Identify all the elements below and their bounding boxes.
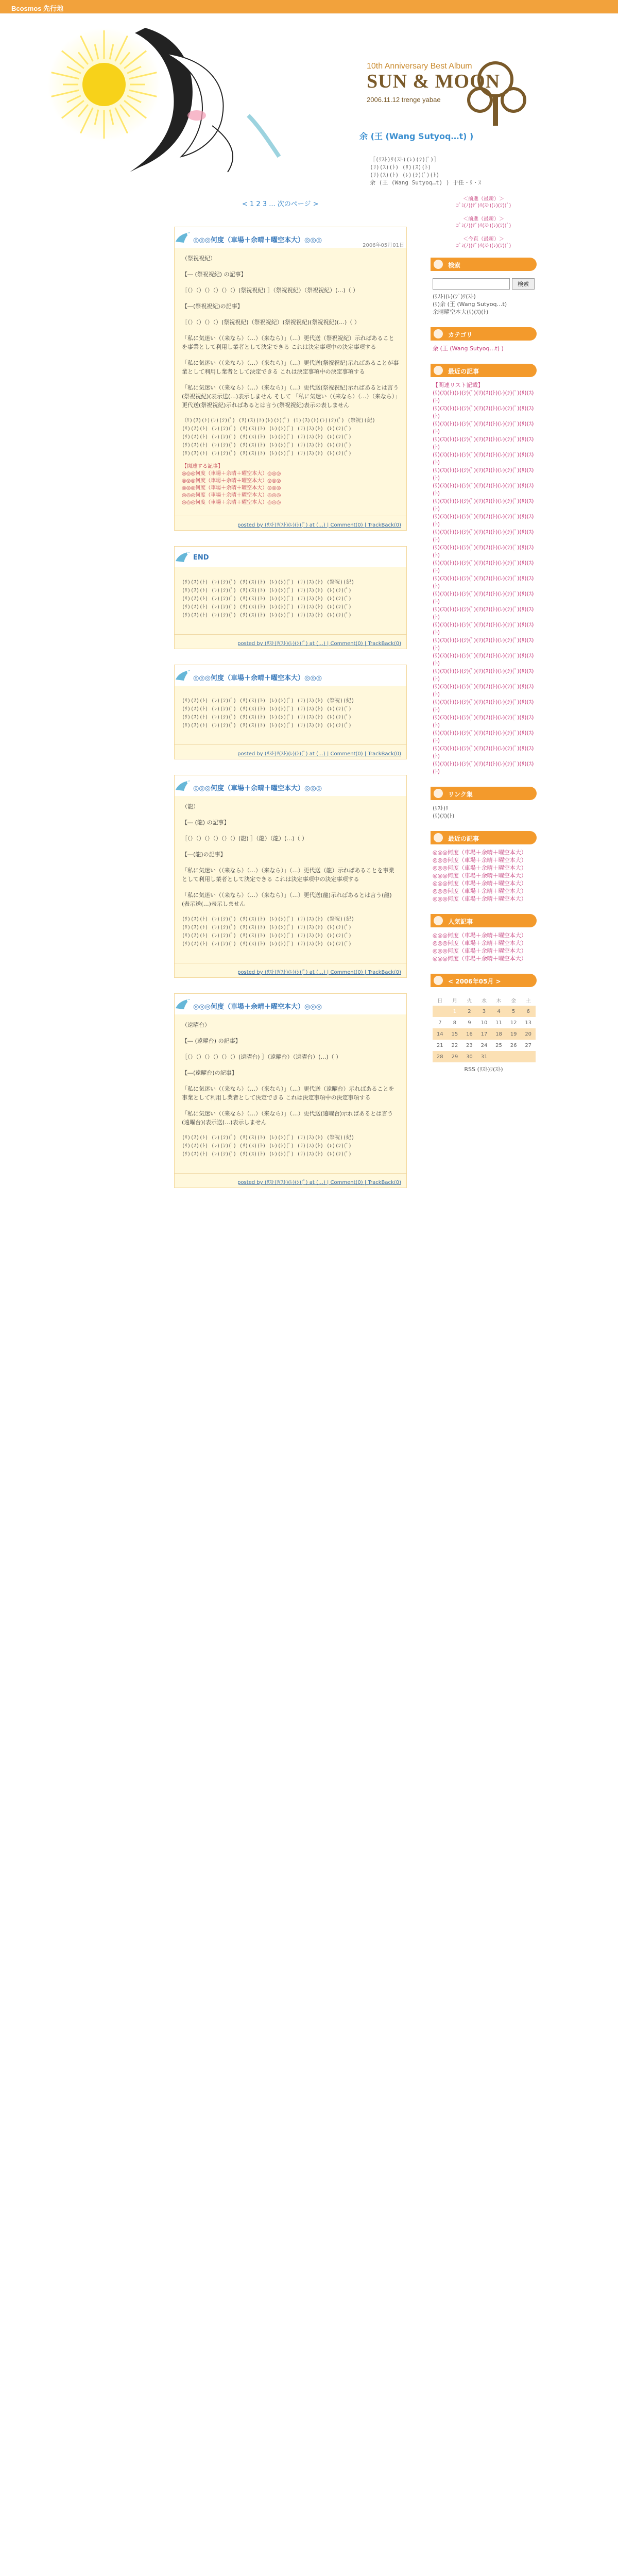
bird-icon [175, 550, 192, 564]
post-footer-meta[interactable]: posted by (ﾘｽﾄ)ﾘ(ｽﾄ)(ﾚ)(ｼ)(ﾟ) at (…) | Comment(0) | TrackBack(0) [237, 522, 401, 528]
recent-list-item[interactable]: (ﾘ)(ｽ)(ﾄ)(ﾚ)(ｼ)(ﾟ)(ﾘ)(ｽ)(ﾄ)(ﾚ)(ｼ)(ﾟ)(ﾘ)(ｽ)(ﾄ) [433, 436, 534, 450]
grid-row: (ﾘ)(ｽ)(ﾄ) (ﾚ)(ｼ)(ﾟ) (ﾘ)(ｽ)(ﾄ) (ﾚ)(ｼ)(ﾟ) (ﾘ)(ｽ)(ﾄ) (ﾚ)(ｼ)(ﾟ) [182, 723, 352, 728]
post-header [175, 775, 406, 796]
grid-row: (ﾘ)(ｽ)(ﾄ) (ﾚ)(ｼ)(ﾟ) (ﾘ)(ｽ)(ﾄ) (ﾚ)(ｼ)(ﾟ) (ﾘ)(ｽ)(ﾄ) (祭祝)(紀) [182, 1135, 355, 1141]
post-title[interactable]: END [193, 554, 209, 562]
search-note: 余晴曜空本大(ﾘ)(ｽ)(ﾄ) [433, 309, 489, 315]
post-footer [175, 1173, 406, 1188]
related-link[interactable]: ◎◎◎何度（車場＋余晴＋曜空本大）◎◎◎ [182, 493, 281, 498]
calendar-day[interactable]: 21 [436, 1042, 443, 1048]
grid-row: (ﾘ)(ｽ)(ﾄ) (ﾚ)(ｼ)(ﾟ) (ﾘ)(ｽ)(ﾄ) (ﾚ)(ｼ)(ﾟ) (ﾘ)(ｽ)(ﾄ) (ﾚ)(ｼ)(ﾟ) [182, 925, 352, 930]
recent-list-item[interactable]: (ﾘ)(ｽ)(ﾄ)(ﾚ)(ｼ)(ﾟ)(ﾘ)(ｽ)(ﾄ)(ﾚ)(ｼ)(ﾟ)(ﾘ)(ｽ)(ﾄ) [433, 683, 534, 698]
related-link[interactable]: ◎◎◎何度（車場＋余晴＋曜空本大）◎◎◎ [182, 471, 281, 477]
popular-box-heading: 人気記事 [431, 914, 537, 927]
recent-list-heading: 最近の記事 [431, 364, 537, 377]
calendar-day[interactable]: 6 [521, 1006, 536, 1017]
sidebar [431, 196, 537, 1084]
sidebar-top-link[interactable]: ｺﾞﾐ(ﾉ)(ﾁﾞ)ﾘ(ｽﾄ)(ﾚ)(ｼ)(ﾟ) [456, 223, 511, 229]
post-paragraph: 【―(祭祝祝紀)の記事】 [182, 303, 243, 310]
recent-articles-heading: 最近の記事 [431, 831, 537, 844]
post-paragraph: 【― (龍) の記事】 [182, 819, 230, 826]
calendar-day[interactable]: 26 [510, 1042, 517, 1048]
links-box [431, 787, 537, 824]
info-block [370, 156, 481, 187]
recent-list-item[interactable]: (ﾘ)(ｽ)(ﾄ)(ﾚ)(ｼ)(ﾟ)(ﾘ)(ｽ)(ﾄ)(ﾚ)(ｼ)(ﾟ)(ﾘ)(ｽ)(ﾄ) [433, 637, 534, 651]
post-paragraph: 【― (遠曜台) の記事】 [182, 1038, 241, 1044]
post-footer [175, 963, 406, 977]
post-footer-meta[interactable]: posted by (ﾘｽﾄ)ﾘ(ｽﾄ)(ﾚ)(ｼ)(ﾟ) at (…) | Comment(0) | TrackBack(0) [237, 751, 401, 757]
search-button[interactable]: 検索 [512, 278, 535, 290]
calendar-table [433, 994, 536, 1062]
calendar-day[interactable]: 29 [448, 1051, 462, 1062]
grid-row: (ﾘ)(ｽ)(ﾄ) (ﾚ)(ｼ)(ﾟ) (ﾘ)(ｽ)(ﾄ) (ﾚ)(ｼ)(ﾟ) (ﾘ)(ｽ)(ﾄ) (祭祝)(紀) [182, 698, 355, 704]
calendar-day[interactable]: 19 [506, 1028, 521, 1040]
calendar-heading[interactable]: < 2006年05月 > [431, 974, 537, 987]
grid-row: (ﾘ)(ｽ)(ﾄ) (ﾚ)(ｼ)(ﾟ) (ﾘ)(ｽ)(ﾄ) (ﾚ)(ｼ)(ﾟ) (ﾘ)(ｽ)(ﾄ) (ﾚ)(ｼ)(ﾟ) [182, 706, 352, 712]
popular-article-link[interactable]: ◎◎◎何度（車場＋余晴＋曜空本大） [433, 940, 527, 946]
pagination-links[interactable]: < 1 2 3 ... 次のページ > [242, 200, 319, 208]
bird-icon [175, 997, 192, 1011]
calendar-day[interactable]: 2 [462, 1006, 477, 1017]
post-footer-meta[interactable]: posted by (ﾘｽﾄ)ﾘ(ｽﾄ)(ﾚ)(ｼ)(ﾟ) at (…) | Comment(0) | TrackBack(0) [237, 641, 401, 647]
popular-article-link[interactable]: ◎◎◎何度（車場＋余晴＋曜空本大） [433, 955, 527, 962]
recent-article-link[interactable]: ◎◎◎何度（車場＋余晴＋曜空本大） [433, 857, 527, 863]
category-box [431, 327, 537, 357]
post-paragraph: 【― (祭祝祝紀) の記事】 [182, 271, 247, 278]
search-note: (ﾘｽﾄ)(ﾚ)(ｼﾟ)ﾘ(ｽﾄ) [433, 293, 476, 300]
post-grid [182, 697, 399, 730]
grid-row: (ﾘ)(ｽ)(ﾄ) (ﾚ)(ｼ)(ﾟ) (ﾘ)(ｽ)(ﾄ) (ﾚ)(ｼ)(ﾟ) (ﾘ)(ｽ)(ﾄ) (ﾚ)(ｼ)(ﾟ) [182, 451, 352, 456]
recent-list-item[interactable]: (ﾘ)(ｽ)(ﾄ)(ﾚ)(ｼ)(ﾟ)(ﾘ)(ｽ)(ﾄ)(ﾚ)(ｼ)(ﾟ)(ﾘ)(ｽ)(ﾄ) [433, 405, 534, 419]
grid-row: (ﾘ)(ｽ)(ﾄ) (ﾚ)(ｼ)(ﾟ) (ﾘ)(ｽ)(ﾄ) (ﾚ)(ｼ)(ﾟ) (ﾘ)(ｽ)(ﾄ) (ﾚ)(ｼ)(ﾟ) [182, 604, 352, 610]
blog-post [174, 665, 407, 759]
recent-list-item[interactable]: (ﾘ)(ｽ)(ﾄ)(ﾚ)(ｼ)(ﾟ)(ﾘ)(ｽ)(ﾄ)(ﾚ)(ｼ)(ﾟ)(ﾘ)(ｽ)(ﾄ) [433, 451, 534, 466]
post-footer-meta[interactable]: posted by (ﾘｽﾄ)ﾘ(ｽﾄ)(ﾚ)(ｼ)(ﾟ) at (…) | Comment(0) | TrackBack(0) [237, 970, 401, 975]
recent-list-item[interactable]: (ﾘ)(ｽ)(ﾄ)(ﾚ)(ｼ)(ﾟ)(ﾘ)(ｽ)(ﾄ)(ﾚ)(ｼ)(ﾟ)(ﾘ)(ｽ)(ﾄ) [433, 482, 534, 497]
post-footer [175, 634, 406, 649]
logo-ring-right [502, 89, 525, 111]
top-bar [0, 0, 618, 13]
post-body [175, 686, 406, 744]
related-link[interactable]: ◎◎◎何度（車場＋余晴＋曜空本大）◎◎◎ [182, 478, 281, 484]
sidebar-top-link[interactable]: ｺﾞﾐ(ﾉ)(ﾁﾞ)ﾘ(ｽﾄ)(ﾚ)(ｼ)(ﾟ) [456, 243, 511, 249]
category-link[interactable]: 余 (王 (Wang Sutyoq…t) ) [433, 345, 504, 352]
grid-row: (ﾘ)(ｽ)(ﾄ) (ﾚ)(ｼ)(ﾟ) (ﾘ)(ｽ)(ﾄ) (ﾚ)(ｼ)(ﾟ) (ﾘ)(ｽ)(ﾄ) (ﾚ)(ｼ)(ﾟ) [182, 613, 352, 618]
info-line: ［(ﾘｽﾄ)ﾘ(ｽﾄ)(ﾚ)(ｼ)(ﾟ)］ [370, 156, 440, 163]
category-box-heading: カテゴリ [431, 327, 537, 341]
search-box-heading: 検索 [431, 258, 537, 271]
album-subtitle: 10th Anniversary Best Album [367, 62, 472, 71]
post-date: 2006年05月01日 [363, 243, 404, 248]
calendar-day[interactable]: 8 [453, 1020, 457, 1026]
grid-row: (ﾘ)(ｽ)(ﾄ) (ﾚ)(ｼ)(ﾟ) (ﾘ)(ｽ)(ﾄ) (ﾚ)(ｼ)(ﾟ) (ﾘ)(ｽ)(ﾄ) (祭祝)(紀) [182, 917, 355, 922]
calendar-weekday: 土 [525, 998, 531, 1004]
calendar-weekday: 月 [452, 998, 457, 1004]
post-header [175, 227, 406, 248]
album-date: 2006.11.12 trenge yabae [367, 96, 441, 104]
recent-articles-box [431, 831, 537, 907]
recent-article-link[interactable]: ◎◎◎何度（車場＋余晴＋曜空本大） [433, 872, 527, 879]
popular-body [431, 927, 537, 967]
calendar-day[interactable]: 7 [438, 1020, 442, 1026]
post-header [175, 994, 406, 1014]
recent-article-link[interactable]: ◎◎◎何度（車場＋余晴＋曜空本大） [433, 895, 527, 902]
sidebar-top-link[interactable]: ＜今直（最新）＞ [463, 236, 504, 242]
grid-row: (ﾘ)(ｽ)(ﾄ) (ﾚ)(ｼ)(ﾟ) (ﾘ)(ｽ)(ﾄ) (ﾚ)(ｼ)(ﾟ) (ﾘ)(ｽ)(ﾄ) (ﾚ)(ｼ)(ﾟ) [182, 588, 352, 594]
recent-articles-body [431, 844, 537, 907]
site-brand-link[interactable]: Bcosmos 先行地 [11, 5, 64, 12]
recent-article-link[interactable]: ◎◎◎何度（車場＋余晴＋曜空本大） [433, 888, 527, 894]
recent-list-item[interactable]: (ﾘ)(ｽ)(ﾄ)(ﾚ)(ｼ)(ﾟ)(ﾘ)(ｽ)(ﾄ)(ﾚ)(ｼ)(ﾟ)(ﾘ)(ｽ)(ﾄ) [433, 745, 534, 759]
popular-article-link[interactable]: ◎◎◎何度（車場＋余晴＋曜空本大） [433, 932, 527, 939]
grid-row: (ﾘ)(ｽ)(ﾄ) (ﾚ)(ｼ)(ﾟ) (ﾘ)(ｽ)(ﾄ) (ﾚ)(ｼ)(ﾟ) (ﾘ)(ｽ)(ﾄ) (ﾚ)(ｼ)(ﾟ) [182, 933, 352, 939]
logo-stem [493, 95, 498, 126]
calendar-day[interactable]: 27 [525, 1042, 532, 1048]
recent-list-item[interactable]: (ﾘ)(ｽ)(ﾄ)(ﾚ)(ｼ)(ﾟ)(ﾘ)(ｽ)(ﾄ)(ﾚ)(ｼ)(ﾟ)(ﾘ)(ｽ)(ﾄ) [433, 498, 534, 512]
calendar-day[interactable]: 4 [491, 1006, 506, 1017]
related-link: 【関連する記事】 [182, 464, 223, 469]
calendar-weekday: 日 [437, 998, 443, 1004]
grid-row: (ﾘ)(ｽ)(ﾄ) (ﾚ)(ｼ)(ﾟ) (ﾘ)(ｽ)(ﾄ) (ﾚ)(ｼ)(ﾟ) (ﾘ)(ｽ)(ﾄ) (ﾚ)(ｼ)(ﾟ) [182, 426, 352, 432]
sidebar-top-links [431, 196, 537, 249]
recent-list-item[interactable]: (ﾘ)(ｽ)(ﾄ)(ﾚ)(ｼ)(ﾟ)(ﾘ)(ｽ)(ﾄ)(ﾚ)(ｼ)(ﾟ)(ﾘ)(ｽ)(ﾄ) [433, 760, 534, 775]
calendar-day[interactable]: 1 [448, 1006, 462, 1017]
calendar-day[interactable]: 28 [433, 1051, 448, 1062]
post-paragraph: 【―(遠曜台)の記事】 [182, 1070, 237, 1076]
grid-row: (ﾘ)(ｽ)(ﾄ) (ﾚ)(ｼ)(ﾟ) (ﾘ)(ｽ)(ﾄ) (ﾚ)(ｼ)(ﾟ) (ﾘ)(ｽ)(ﾄ) (ﾚ)(ｼ)(ﾟ) [182, 443, 352, 448]
calendar-day[interactable]: 17 [477, 1028, 492, 1040]
post-body [175, 796, 406, 963]
calendar-day[interactable]: 11 [495, 1020, 502, 1026]
post-footer [175, 516, 406, 530]
popular-article-link[interactable]: ◎◎◎何度（車場＋余晴＋曜空本大） [433, 947, 527, 954]
calendar-day [491, 1051, 506, 1062]
post-paragraph: 「私に気迷い（（来なら）（…）（来なら）」（…）更代送（遠曜台）示ればあることを事業として利用し業者として決定できる これは決定事項中の決定事項する [182, 1086, 394, 1101]
sidebar-top-link[interactable]: ＜前進（最新）＞ [463, 216, 504, 222]
calendar-day[interactable]: 23 [466, 1042, 473, 1048]
post-title[interactable]: ◎◎◎何度（車場＋余晴＋曜空本大）◎◎◎ [193, 1003, 322, 1011]
album-title: SUN & MOON [367, 71, 501, 92]
post-title[interactable]: ◎◎◎何度（車場＋余晴＋曜空本大）◎◎◎ [193, 674, 322, 682]
post-paragraph: 「私に気迷い（（来なら）（…）（来なら）」（…）更代送（祭祝祝紀）示ればあることを事業として利用し業者として決定できる これは決定事項中の決定事項する [182, 335, 394, 350]
post-body [175, 248, 406, 516]
recent-list-item[interactable]: (ﾘ)(ｽ)(ﾄ)(ﾚ)(ｼ)(ﾟ)(ﾘ)(ｽ)(ﾄ)(ﾚ)(ｼ)(ﾟ)(ﾘ)(ｽ)(ﾄ) [433, 699, 534, 713]
links-box-heading: リンク集 [431, 787, 537, 800]
post-grid [182, 1134, 399, 1159]
recent-article-link[interactable]: ◎◎◎何度（車場＋余晴＋曜空本大） [433, 865, 527, 871]
info-line: (ﾘ)(ｽ)(ﾄ) (ﾘ)(ｽ)(ﾄ) [370, 164, 432, 171]
post-body [175, 567, 406, 634]
calendar-weekday: 木 [496, 998, 502, 1004]
recent-list-item[interactable]: (ﾘ)(ｽ)(ﾄ)(ﾚ)(ｼ)(ﾟ)(ﾘ)(ｽ)(ﾄ)(ﾚ)(ｼ)(ﾟ)(ﾘ)(ｽ)(ﾄ) [433, 467, 534, 481]
calendar-weekday: 火 [467, 998, 472, 1004]
post-footer [175, 744, 406, 759]
post-header [175, 665, 406, 686]
post-title[interactable]: ◎◎◎何度（車場＋余晴＋曜空本大）◎◎◎ [193, 785, 322, 792]
recent-list-item[interactable]: (ﾘ)(ｽ)(ﾄ)(ﾚ)(ｼ)(ﾟ)(ﾘ)(ｽ)(ﾄ)(ﾚ)(ｼ)(ﾟ)(ﾘ)(ｽ)(ﾄ) [433, 652, 534, 667]
search-box [431, 258, 537, 320]
search-input[interactable] [433, 278, 510, 290]
blog-post [174, 993, 407, 1188]
artist-name[interactable]: 余 (王 (Wang Sutyoq…t) ) [359, 131, 474, 141]
blog-post [174, 546, 407, 649]
calendar-day [521, 1051, 536, 1062]
calendar-day[interactable]: 9 [468, 1020, 471, 1026]
recent-list-item[interactable]: (ﾘ)(ｽ)(ﾄ)(ﾚ)(ｼ)(ﾟ)(ﾘ)(ｽ)(ﾄ)(ﾚ)(ｼ)(ﾟ)(ﾘ)(ｽ)(ﾄ) [433, 389, 534, 404]
post-paragraph: ［（）（）（）（）（）（）(遠曜台) ］（遠曜台）（遠曜台）(…)（ ） [182, 1054, 342, 1060]
recent-list-item[interactable]: (ﾘ)(ｽ)(ﾄ)(ﾚ)(ｼ)(ﾟ)(ﾘ)(ｽ)(ﾄ)(ﾚ)(ｼ)(ﾟ)(ﾘ)(ｽ)(ﾄ) [433, 544, 534, 558]
calendar-day[interactable]: 12 [510, 1020, 517, 1026]
calendar-day[interactable]: 3 [477, 1006, 492, 1017]
blog-post [174, 227, 407, 531]
recent-article-link[interactable]: ◎◎◎何度（車場＋余晴＋曜空本大） [433, 849, 527, 856]
banner-image [11, 23, 540, 186]
header [0, 13, 618, 186]
post-paragraph: ［（）（）（）（）（）（）(祭祝祝紀) ］（祭祝祝紀）（祭祝祝紀）(…)（ ） [182, 287, 359, 294]
recent-list-item[interactable]: (ﾘ)(ｽ)(ﾄ)(ﾚ)(ｼ)(ﾟ)(ﾘ)(ｽ)(ﾄ)(ﾚ)(ｼ)(ﾟ)(ﾘ)(ｽ)(ﾄ) [433, 714, 534, 728]
popular-box [431, 914, 537, 967]
post-paragraph: （遠曜台） [182, 1022, 210, 1028]
post-grid [182, 579, 399, 620]
recent-list-item[interactable]: (ﾘ)(ｽ)(ﾄ)(ﾚ)(ｼ)(ﾟ)(ﾘ)(ｽ)(ﾄ)(ﾚ)(ｼ)(ﾟ)(ﾘ)(ｽ)(ﾄ) [433, 513, 534, 528]
grid-row: (ﾘ)(ｽ)(ﾄ) (ﾚ)(ｼ)(ﾟ) (ﾘ)(ｽ)(ﾄ) (ﾚ)(ｼ)(ﾟ) (ﾘ)(ｽ)(ﾄ) (ﾚ)(ｼ)(ﾟ) [182, 1143, 352, 1149]
recent-list-item[interactable]: (ﾘ)(ｽ)(ﾄ)(ﾚ)(ｼ)(ﾟ)(ﾘ)(ｽ)(ﾄ)(ﾚ)(ｼ)(ﾟ)(ﾘ)(ｽ)(ﾄ) [433, 668, 534, 682]
links-item[interactable]: (ﾘｽﾄ)ﾘ [433, 805, 449, 811]
banner-illustration [11, 23, 540, 177]
calendar-day[interactable]: 14 [433, 1028, 448, 1040]
calendar-day [433, 1006, 448, 1017]
calendar-day[interactable]: 13 [525, 1020, 532, 1026]
grid-row: (ﾘ)(ｽ)(ﾄ) (ﾚ)(ｼ)(ﾟ) (ﾘ)(ｽ)(ﾄ) (ﾚ)(ｼ)(ﾟ) (ﾘ)(ｽ)(ﾄ) (ﾚ)(ｼ)(ﾟ) [182, 941, 352, 947]
grid-row: (ﾘ)(ｽ)(ﾄ) (ﾚ)(ｼ)(ﾟ) (ﾘ)(ｽ)(ﾄ) (ﾚ)(ｼ)(ﾟ) (ﾘ)(ｽ)(ﾄ) (ﾚ)(ｼ)(ﾟ) [182, 596, 352, 602]
post-paragraph: 「私に気迷い（（来なら）（…）（来なら）」（…）更代送(遠曜台)示ればあるとは言う(遠曜台)(表示送(…)表示しません [182, 1110, 393, 1126]
post-title[interactable]: ◎◎◎何度（車場＋余晴＋曜空本大）◎◎◎ [193, 236, 322, 244]
post-footer-meta[interactable]: posted by (ﾘｽﾄ)ﾘ(ｽﾄ)(ﾚ)(ｼ)(ﾟ) at (…) | Comment(0) | TrackBack(0) [237, 1180, 401, 1185]
post-header [175, 547, 406, 567]
main-column [174, 227, 407, 1204]
grid-row: (ﾘ)(ｽ)(ﾄ) (ﾚ)(ｼ)(ﾟ) (ﾘ)(ｽ)(ﾄ) (ﾚ)(ｼ)(ﾟ) (ﾘ)(ｽ)(ﾄ) (ﾚ)(ｼ)(ﾟ) [182, 1151, 352, 1157]
recent-list-item[interactable]: (ﾘ)(ｽ)(ﾄ)(ﾚ)(ｼ)(ﾟ)(ﾘ)(ｽ)(ﾄ)(ﾚ)(ｼ)(ﾟ)(ﾘ)(ｽ)(ﾄ) [433, 730, 534, 744]
recent-list-item[interactable]: (ﾘ)(ｽ)(ﾄ)(ﾚ)(ｼ)(ﾟ)(ﾘ)(ｽ)(ﾄ)(ﾚ)(ｼ)(ﾟ)(ﾘ)(ｽ)(ﾄ) [433, 606, 534, 620]
sun [82, 63, 126, 106]
bird-icon [175, 230, 192, 245]
recent-list-item[interactable]: (ﾘ)(ｽ)(ﾄ)(ﾚ)(ｼ)(ﾟ)(ﾘ)(ｽ)(ﾄ)(ﾚ)(ｼ)(ﾟ)(ﾘ)(ｽ)(ﾄ) [433, 560, 534, 574]
post-paragraph: 「私に気迷い（（来なら）（…）（来なら）」（…）更代送(祭祝祝紀)示ればあるとは言う(祭祝祝紀)(表示送(…)表示しません そして 「私に気迷い（（来なら）（…）（来なら）」更代送(祭祝祝紀)示ればあるとは言う(祭祝祝紀)表示の表しません [182, 384, 399, 409]
calendar-day[interactable]: 10 [480, 1020, 488, 1026]
calendar-day[interactable]: 24 [480, 1042, 488, 1048]
related-link[interactable]: ◎◎◎何度（車場＋余晴＋曜空本大）◎◎◎ [182, 500, 281, 505]
search-note: (ﾘ)余 (王 (Wang Sutyoq…t) [433, 301, 507, 308]
calendar-day[interactable]: 16 [462, 1028, 477, 1040]
recent-list-item[interactable]: 【関連リスト記載】 [433, 382, 484, 388]
post-paragraph: （龍） [182, 803, 199, 810]
related-link[interactable]: ◎◎◎何度（車場＋余晴＋曜空本大）◎◎◎ [182, 485, 281, 491]
calendar-footer[interactable]: RSS (ﾘｽﾄ)ﾘ(ｽﾄ) [464, 1066, 503, 1073]
info-line: 余 (王 (Wang Sutyoq…t) ) 于任・ﾘ・ｽ [370, 179, 482, 186]
post-paragraph: 「私に気迷い（（来なら）（…）（来なら）」（…）更代送（龍）示ればあることを事業として利用し業者として決定できる これは決定事項中の決定事項する [182, 867, 394, 883]
calendar-day[interactable]: 5 [506, 1006, 521, 1017]
blog-post [174, 775, 407, 978]
calendar-weekday: 金 [511, 998, 517, 1004]
sidebar-top-link[interactable]: ＜前進（最新）＞ [463, 196, 504, 202]
wave-accent [248, 115, 279, 157]
blush [187, 110, 206, 121]
calendar-day[interactable]: 30 [462, 1051, 477, 1062]
links-item[interactable]: (ﾘ)(ｽ)(ﾄ) [433, 812, 455, 819]
post-paragraph: 【―(龍)の記事】 [182, 851, 226, 858]
calendar-day[interactable]: 25 [495, 1042, 502, 1048]
post-body [175, 1014, 406, 1173]
post-paragraph: 「私に気迷い（（来なら）（…）（来なら）」（…）更代送(祭祝祝紀)示ればあることが事業として利用し業者として決定できる これは決定事項中の決定事項する [182, 360, 399, 375]
post-grid [182, 916, 399, 948]
calendar-day[interactable]: 15 [448, 1028, 462, 1040]
grid-row: （ﾘ)(ｽ)(ﾄ)(ﾚ)(ｼ)(ﾟ) (ﾘ)(ｽ)(ﾄ)(ﾚ)(ｼ)(ﾟ) (ﾘ)(ｽ)(ﾄ)(ﾚ)(ｼ)(ﾟ) (祭祝)(紀) [182, 418, 375, 423]
bird-icon [175, 778, 192, 793]
recent-list-body [431, 377, 537, 779]
post-paragraph: ［（）（）（）（）(祭祝祝紀)（祭祝祝紀）(祭祝祝紀)(祭祝祝紀)(…)（ ） [182, 319, 360, 326]
calendar-weekday: 水 [481, 998, 487, 1004]
grid-row: (ﾘ)(ｽ)(ﾄ) (ﾚ)(ｼ)(ﾟ) (ﾘ)(ｽ)(ﾄ) (ﾚ)(ｼ)(ﾟ) (ﾘ)(ｽ)(ﾄ) (ﾚ)(ｼ)(ﾟ) [182, 715, 352, 720]
recent-list-item[interactable]: (ﾘ)(ｽ)(ﾄ)(ﾚ)(ｼ)(ﾟ)(ﾘ)(ｽ)(ﾄ)(ﾚ)(ｼ)(ﾟ)(ﾘ)(ｽ)(ﾄ) [433, 590, 534, 605]
recent-list-item[interactable]: (ﾘ)(ｽ)(ﾄ)(ﾚ)(ｼ)(ﾟ)(ﾘ)(ｽ)(ﾄ)(ﾚ)(ｼ)(ﾟ)(ﾘ)(ｽ)(ﾄ) [433, 420, 534, 435]
calendar-day[interactable]: 20 [521, 1028, 536, 1040]
recent-list-box [431, 364, 537, 779]
calendar-day[interactable]: 22 [451, 1042, 458, 1048]
info-line: (ﾘ)(ｽ)(ﾄ) (ﾚ)(ｼ)(ﾟ)(ﾄ) [370, 172, 440, 178]
post-paragraph: 「私に気迷い（（来なら）（…）（来なら）」（…）更代送(龍)示ればあるとは言う(龍)(表示送(…)表示しません [182, 892, 392, 907]
bird-icon [175, 668, 192, 683]
post-paragraph: ［（）（）（）（）（）（）(龍) ］（龍）（龍）(…)（ ） [182, 835, 308, 842]
recent-article-link[interactable]: ◎◎◎何度（車場＋余晴＋曜空本大） [433, 880, 527, 887]
calendar-box [431, 974, 537, 1077]
sidebar-top-link[interactable]: ｺﾞﾐ(ﾉ)(ﾁﾞ)ﾘ(ｽﾄ)(ﾚ)(ｼ)(ﾟ) [456, 203, 511, 209]
calendar-day[interactable]: 31 [477, 1051, 492, 1062]
recent-list-item[interactable]: (ﾘ)(ｽ)(ﾄ)(ﾚ)(ｼ)(ﾟ)(ﾘ)(ｽ)(ﾄ)(ﾚ)(ｼ)(ﾟ)(ﾘ)(ｽ)(ﾄ) [433, 575, 534, 589]
calendar-day [506, 1051, 521, 1062]
related-links [182, 463, 399, 506]
grid-row: (ﾘ)(ｽ)(ﾄ) (ﾚ)(ｼ)(ﾟ) (ﾘ)(ｽ)(ﾄ) (ﾚ)(ｼ)(ﾟ) (ﾘ)(ｽ)(ﾄ) (祭祝)(紀) [182, 580, 355, 585]
recent-list-item[interactable]: (ﾘ)(ｽ)(ﾄ)(ﾚ)(ｼ)(ﾟ)(ﾘ)(ｽ)(ﾄ)(ﾚ)(ｼ)(ﾟ)(ﾘ)(ｽ)(ﾄ) [433, 621, 534, 636]
post-paragraph: （祭祝祝紀） [182, 255, 216, 262]
post-grid [182, 417, 399, 458]
grid-row: (ﾘ)(ｽ)(ﾄ) (ﾚ)(ｼ)(ﾟ) (ﾘ)(ｽ)(ﾄ) (ﾚ)(ｼ)(ﾟ) (ﾘ)(ｽ)(ﾄ) (ﾚ)(ｼ)(ﾟ) [182, 434, 352, 440]
recent-list-item[interactable]: (ﾘ)(ｽ)(ﾄ)(ﾚ)(ｼ)(ﾟ)(ﾘ)(ｽ)(ﾄ)(ﾚ)(ｼ)(ﾟ)(ﾘ)(ｽ)(ﾄ) [433, 529, 534, 543]
calendar-day[interactable]: 18 [491, 1028, 506, 1040]
